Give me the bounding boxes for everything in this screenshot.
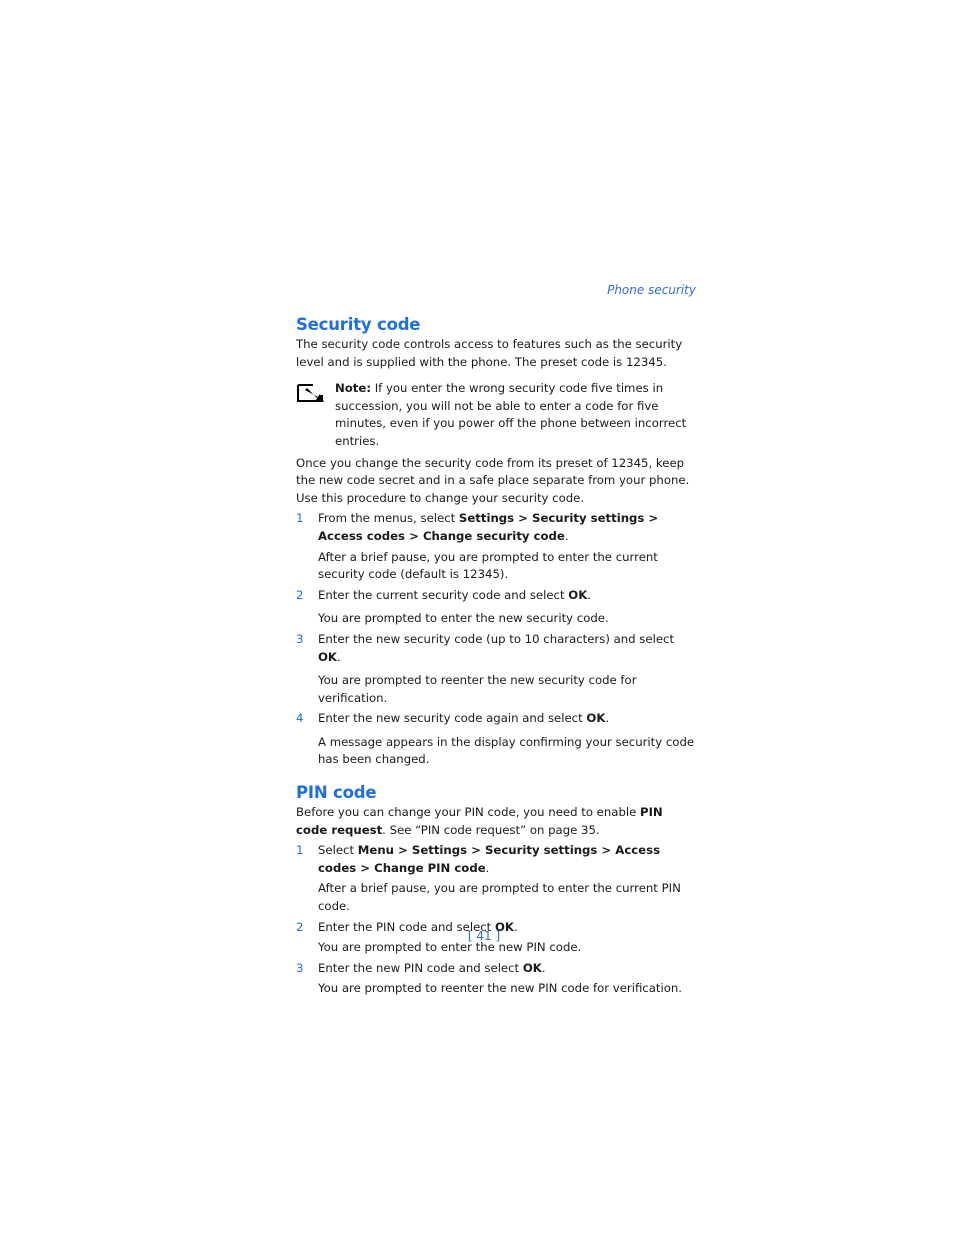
note-label: Note: [335, 381, 371, 396]
step-3 [296, 631, 696, 666]
step-number: 4 [296, 711, 304, 726]
note-text [335, 380, 696, 450]
step-menu-path: OK [586, 711, 606, 726]
step-menu-path: OK [568, 587, 588, 602]
note-body: If you enter the wrong security code five times in succession, you will not be able to enter a code for five minutes, even if you power off the phone between incorrect entries. [335, 381, 687, 448]
security-steps [296, 510, 696, 769]
step-number: 2 [296, 587, 304, 602]
step-number: 1 [296, 511, 304, 526]
step-instruction [318, 631, 696, 666]
step-text-post: . [541, 960, 546, 975]
pin-steps [296, 842, 696, 998]
step-menu-path: Settings > Security settings > Access codes > Change security code [318, 511, 659, 543]
step-text-post: . [485, 860, 490, 875]
step-number: 3 [296, 960, 304, 975]
step-number: 2 [296, 919, 304, 934]
step-instruction [318, 510, 696, 545]
note-block [296, 380, 696, 450]
after-note-paragraph: Once you change the security code from its preset of 12345, keep the new code secret and in a safe place separate from your phone. Use this procedure to change your security code. [296, 455, 690, 505]
step-instruction [318, 587, 696, 605]
pin-step-3 [296, 960, 696, 978]
step-menu-path: OK [318, 649, 337, 664]
step-text-post: . [564, 528, 569, 543]
pin-code-heading: PIN code [296, 783, 377, 803]
step-result: You are prompted to reenter the new PIN code for verification. [318, 981, 682, 996]
step-result: You are prompted to reenter the new security code for verification. [318, 673, 637, 705]
step-text-pre: Select [318, 843, 358, 858]
pin-intro [296, 804, 696, 839]
step-text-pre: From the menus, select [318, 511, 459, 526]
step-result: After a brief pause, you are prompted to enter the current security code (default is 12345). [318, 549, 658, 582]
step-result: You are prompted to enter the new security code. [318, 611, 609, 626]
step-instruction [318, 710, 696, 728]
step-2 [296, 587, 696, 605]
note-pencil-icon [296, 382, 326, 404]
step-instruction [318, 842, 696, 877]
security-code-heading: Security code [296, 315, 421, 334]
page-number: [ 41 ] [467, 929, 501, 943]
page-content [296, 283, 696, 998]
step-text-post: . [587, 587, 592, 602]
step-text-post: . [605, 711, 610, 726]
pin-intro-bold: PIN code request [296, 805, 663, 837]
step-menu-path: OK [522, 960, 542, 975]
step-text-post: . [513, 919, 518, 934]
step-number: 3 [296, 631, 304, 646]
step-1 [296, 510, 696, 545]
security-intro: The security code controls access to features such as the security level and is supplied with the phone. The preset code is 12345. [296, 337, 683, 369]
step-menu-path: Menu > Settings > Security settings > Access codes > Change PIN code [318, 843, 661, 875]
pin-intro-pre: Before you can change your PIN code, you need to enable [296, 805, 641, 820]
step-text-post: . [337, 649, 341, 664]
step-result: A message appears in the display confirming your security code has been changed. [318, 734, 695, 767]
step-menu-path: OK [494, 919, 514, 934]
step-result: After a brief pause, you are prompted to enter the current PIN code. [318, 881, 681, 914]
pin-step-1 [296, 842, 696, 877]
step-text-pre: Enter the new security code (up to 10 characters) and select [318, 631, 675, 646]
step-result: You are prompted to enter the new PIN code. [318, 940, 582, 955]
pin-intro-post: . See “PIN code request” on page 35. [382, 822, 600, 837]
running-header: Phone security [607, 283, 696, 297]
step-text-pre: Enter the PIN code and select [318, 919, 495, 934]
step-number: 1 [296, 843, 304, 858]
step-instruction [318, 960, 696, 978]
step-text-pre: Enter the new security code again and select [318, 711, 587, 726]
step-text-pre: Enter the new PIN code and select [318, 960, 523, 975]
step-text-pre: Enter the current security code and select [318, 587, 569, 602]
step-4 [296, 710, 696, 728]
